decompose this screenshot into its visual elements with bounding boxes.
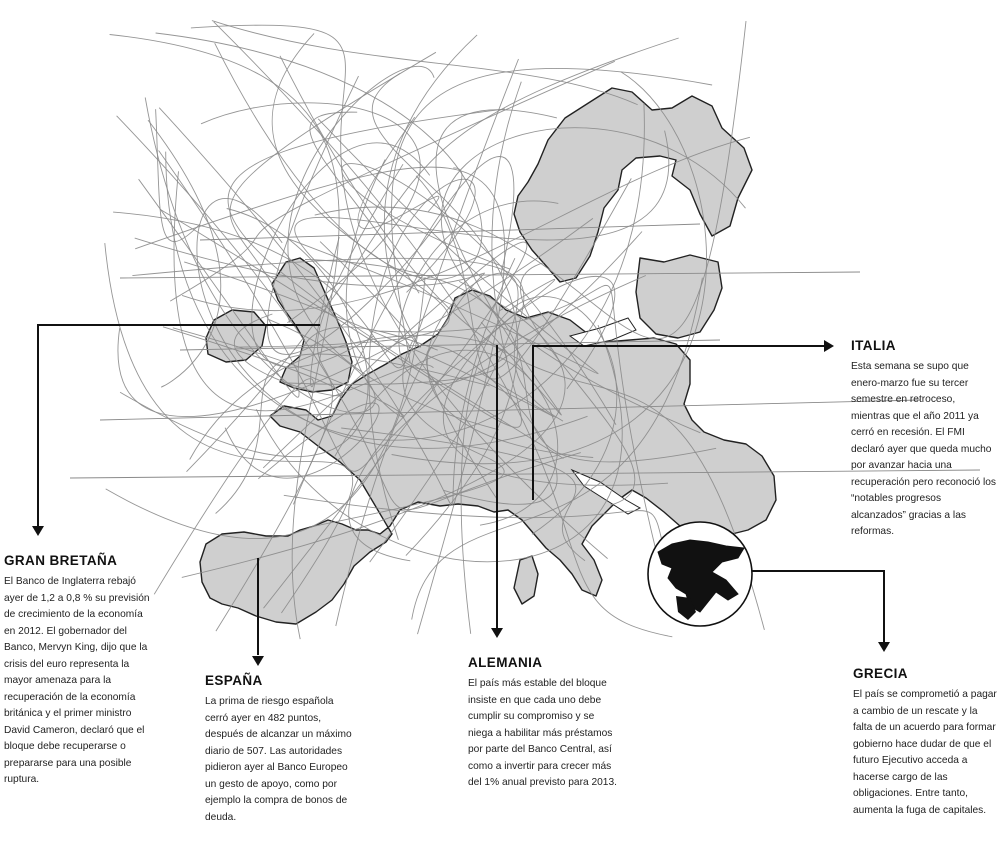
scribble-line: [156, 33, 482, 279]
label-title: GRAN BRETAÑA: [4, 553, 118, 568]
label-alemania: [468, 655, 618, 792]
label-espana: [205, 673, 355, 826]
scribble-line: [236, 33, 449, 347]
pointer-grecia: [752, 571, 884, 642]
greece-highlight: [648, 522, 752, 626]
scribble-line: [212, 21, 638, 105]
arrowhead-icon: [824, 340, 834, 352]
arrowhead-icon: [32, 526, 44, 536]
pointer-gran-bretana: [38, 325, 320, 526]
scribble-line: [120, 272, 860, 278]
arrowhead-icon: [252, 656, 264, 666]
scribble-line: [230, 52, 436, 323]
label-title: ALEMANIA: [468, 655, 543, 670]
label-gran-bretana: [4, 553, 154, 789]
arrowhead-icon: [878, 642, 890, 652]
label-text: El país más estable del bloque insiste en que cada uno debe cumplir su compromiso y se niega a habilitar más préstamos por parte del Banco Central, así como a invertir para crecer más del 1% anual previsto para 2013.: [468, 678, 617, 788]
label-text: Esta semana se supo que enero-marzo fue su tercer semestre en retroceso, mientras que el año 2011 ya cerró en recesión. El FMI declaró ayer que queda mucho por avanzar hacia una recuperación pero reconoció los “notables progresos alcanzados” gracias a las reformas.: [851, 361, 996, 537]
label-title: ITALIA: [851, 338, 896, 353]
finland-baltics: [636, 255, 722, 338]
label-title: GRECIA: [853, 666, 908, 681]
scandinavia: [514, 88, 752, 282]
corsica-sardinia: [514, 556, 538, 604]
scribble-line: [200, 224, 700, 240]
label-text: El Banco de Inglaterra rebajó ayer de 1,2 a 0,8 % su previsión de crecimiento de la economía en 2012. El gobernador del Banco, Mervyn King, dijo que la crisis del euro representa la mayor amenaza para la recuperación de la economía británica y el primer ministro David Cameron, declaró que el bloque debe recuperarse o prepararse para una posible ruptura.: [4, 576, 150, 785]
label-title: ESPAÑA: [205, 673, 263, 688]
label-text: La prima de riesgo española cerró ayer en 482 puntos, después de alcanzar un máximo diario de 507. Las autoridades pidieron ayer al Banco Europeo un gesto de apoyo, como por ejemplo la compra de bonos de deuda.: [205, 696, 352, 823]
arrowhead-icon: [491, 628, 503, 638]
label-grecia: [853, 666, 998, 819]
label-italia: [851, 338, 996, 541]
label-text: El país se comprometió a pagar a cambio de un rescate y la falta de un acuerdo para formar gobierno hace dudar de que el futuro Ejecutivo acceda a hacerse cargo de las obligaciones. Entre tanto, aumenta la fuga de capitales.: [853, 689, 997, 816]
